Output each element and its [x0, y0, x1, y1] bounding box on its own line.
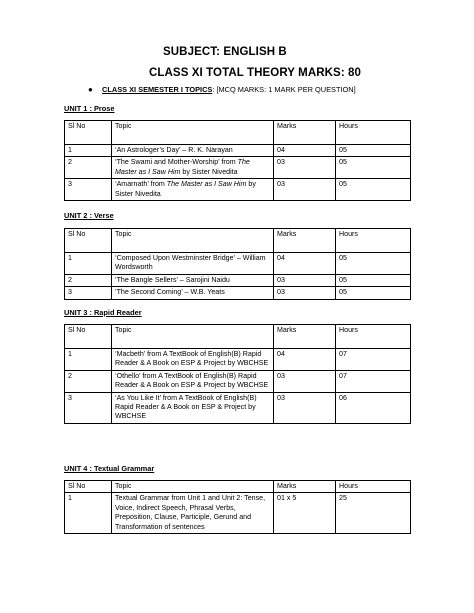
table-row [65, 253, 411, 275]
cell-sl: 3 [65, 392, 112, 423]
table-row [65, 274, 411, 286]
cell-hours: 05 [336, 179, 411, 201]
col-header-marks: Marks [274, 229, 336, 253]
cell-topic: ‘Amarnath’ from The Master as I Saw Him by Sister Nivedita [112, 179, 274, 201]
cell-topic: ‘Composed Upon Westminster Bridge’ – William Wordsworth [112, 253, 274, 275]
cell-hours: 05 [336, 274, 411, 286]
cell-marks: 01 x 5 [274, 493, 336, 534]
unit-4-title: UNIT 4 : Textual Grammar [64, 464, 155, 473]
cell-topic: ‘The Second Coming’ – W.B. Yeats [112, 287, 274, 299]
table-row [65, 493, 411, 534]
table-header-row [65, 229, 411, 253]
cell-hours: 05 [336, 287, 411, 299]
cell-sl: 3 [65, 287, 112, 299]
cell-sl: 3 [65, 179, 112, 201]
cell-sl: 1 [65, 493, 112, 534]
unit-3-table [64, 324, 411, 424]
total-marks-heading: CLASS XI TOTAL THEORY MARKS: 80 [149, 67, 362, 79]
semester-topics-line [88, 85, 356, 94]
col-header-sl: Sl No [65, 229, 112, 253]
col-header-sl: Sl No [65, 481, 112, 493]
table-header-row [65, 325, 411, 349]
cell-hours: 25 [336, 493, 411, 534]
table-header-row [65, 481, 411, 493]
cell-marks: 03 [274, 274, 336, 286]
cell-topic: ‘An Astrologer’s Day’ – R. K. Narayan [112, 145, 274, 157]
cell-hours: 07 [336, 370, 411, 392]
table-row [65, 392, 411, 423]
bullet-icon: ● [88, 85, 93, 94]
cell-sl: 1 [65, 145, 112, 157]
col-header-topic: Topic [112, 229, 274, 253]
cell-sl: 2 [65, 274, 112, 286]
cell-topic: ‘As You Like It’ from A TextBook of English(B) Rapid Reader & A Book on ESP & Project by WBCHSE [112, 392, 274, 423]
col-header-hours: Hours [336, 121, 411, 145]
cell-marks: 04 [274, 145, 336, 157]
cell-sl: 1 [65, 253, 112, 275]
cell-topic: Textual Grammar from Unit 1 and Unit 2: Tense, Voice, Indirect Speech, Phrasal Verbs, Preposition, Clause, Participle, Gerund and Transformation of sentences [112, 493, 274, 534]
cell-marks: 03 [274, 370, 336, 392]
cell-marks: 04 [274, 349, 336, 371]
cell-marks: 03 [274, 287, 336, 299]
col-header-hours: Hours [336, 481, 411, 493]
cell-topic: ‘The Swami and Mother-Worship’ from The Master as I Saw Him by Sister Nivedita [112, 157, 274, 179]
col-header-marks: Marks [274, 481, 336, 493]
cell-marks: 03 [274, 179, 336, 201]
cell-topic: ‘Othello’ from A TextBook of English(B) Rapid Reader & A Book on ESP & Project by WBCHSE [112, 370, 274, 392]
col-header-hours: Hours [336, 229, 411, 253]
cell-sl: 2 [65, 370, 112, 392]
semester-topics-label: CLASS XI SEMESTER I TOPICS [102, 85, 213, 94]
cell-marks: 03 [274, 157, 336, 179]
table-row [65, 349, 411, 371]
cell-sl: 1 [65, 349, 112, 371]
unit-2-title: UNIT 2 : Verse [64, 211, 114, 220]
cell-topic: ‘The Bangle Sellers’ – Sarojini Naidu [112, 274, 274, 286]
col-header-sl: Sl No [65, 121, 112, 145]
cell-marks: 04 [274, 253, 336, 275]
cell-sl: 2 [65, 157, 112, 179]
table-row [65, 179, 411, 201]
subject-heading: SUBJECT: ENGLISH B [163, 46, 287, 58]
cell-hours: 05 [336, 157, 411, 179]
table-row [65, 370, 411, 392]
unit-1-title: UNIT 1 : Prose [64, 104, 115, 113]
table-row [65, 157, 411, 179]
cell-topic: ‘Macbeth’ from A TextBook of English(B) Rapid Reader & A Book on ESP & Project by WBCHSE [112, 349, 274, 371]
col-header-hours: Hours [336, 325, 411, 349]
unit-1-table [64, 120, 411, 201]
col-header-marks: Marks [274, 325, 336, 349]
semester-topics-suffix: : [MCQ MARKS: 1 MARK PER QUESTION] [212, 85, 356, 94]
col-header-topic: Topic [112, 481, 274, 493]
cell-hours: 07 [336, 349, 411, 371]
unit-3-title: UNIT 3 : Rapid Reader [64, 308, 142, 317]
table-row [65, 145, 411, 157]
cell-hours: 06 [336, 392, 411, 423]
cell-marks: 03 [274, 392, 336, 423]
table-header-row [65, 121, 411, 145]
col-header-topic: Topic [112, 121, 274, 145]
col-header-topic: Topic [112, 325, 274, 349]
col-header-marks: Marks [274, 121, 336, 145]
unit-4-table [64, 480, 411, 534]
col-header-sl: Sl No [65, 325, 112, 349]
table-row [65, 287, 411, 299]
cell-hours: 05 [336, 253, 411, 275]
unit-2-table [64, 228, 411, 300]
cell-hours: 05 [336, 145, 411, 157]
